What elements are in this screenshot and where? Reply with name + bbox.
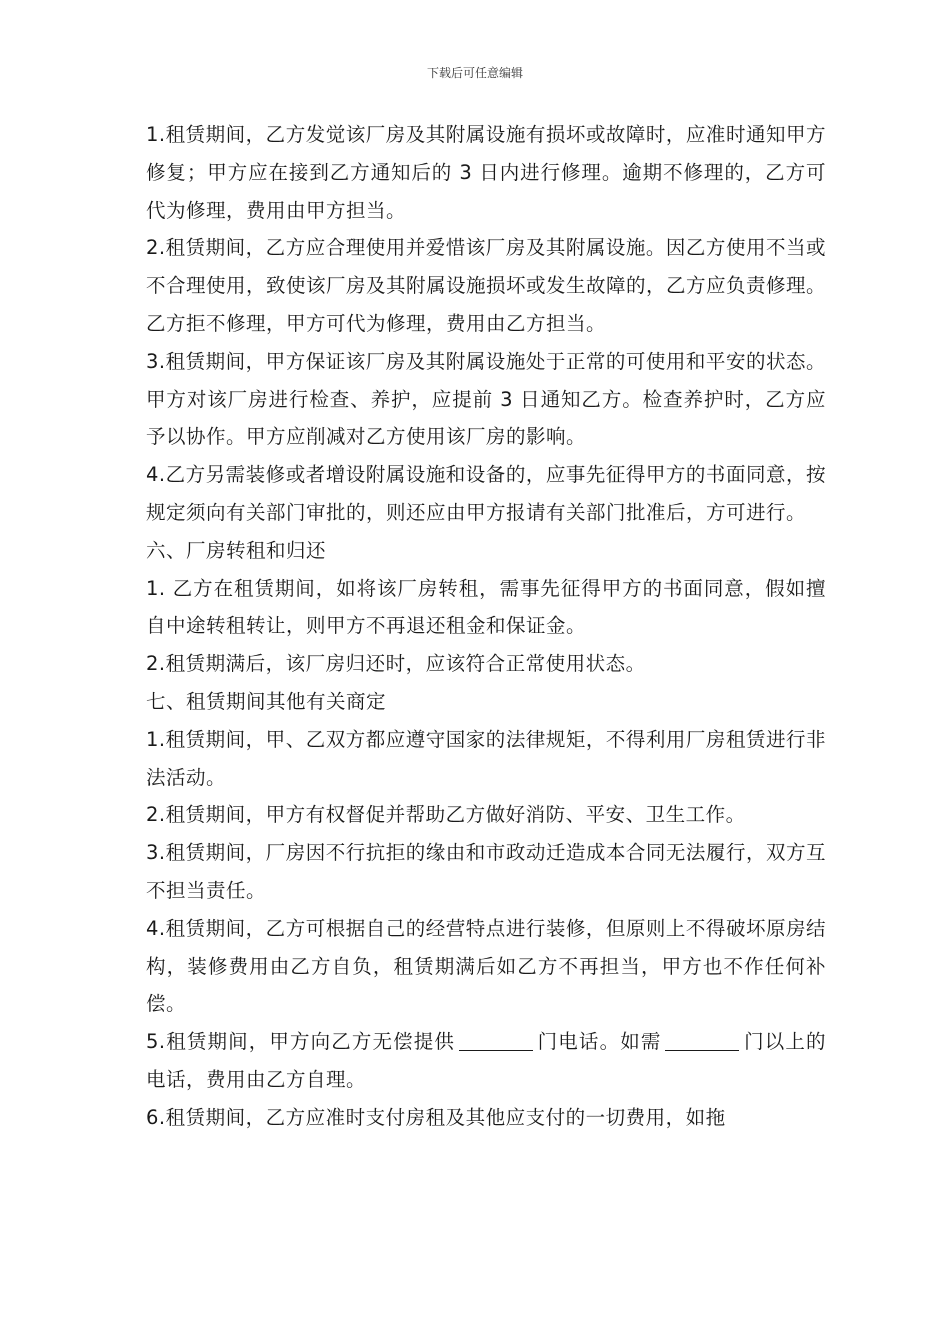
paragraph: 2.租赁期间，乙方应合理使用并爱惜该厂房及其附属设施。因乙方使用不当或不合理使用，致使该厂房及其附属设施损坏或发生故障的，乙方应负责修理。乙方拒不修理，甲方可代为修理，费用由乙方担当。 — [146, 236, 827, 335]
paragraph: 2.租赁期满后，该厂房归还时，应该符合正常使用状态。 — [146, 652, 646, 676]
page-header: 下载后可任意编辑 — [426, 66, 523, 80]
section-heading: 六、厂房转租和归还 — [146, 538, 327, 562]
paragraph: 4.租赁期间，乙方可根据自己的经营特点进行装修，但原则上不得破坏原房结构，装修费用由乙方自负，租赁期满后如乙方不再担当，甲方也不作任何补偿。 — [146, 916, 826, 1016]
fill-in-blank — [665, 1031, 739, 1052]
paragraph-text: 门电话。如需 — [537, 1030, 662, 1054]
paragraph: 1.租赁期间，乙方发觉该厂房及其附属设施有损坏或故障时，应准时通知甲方修复；甲方应在接到乙方通知后的 3 日内进行修理。逾期不修理的，乙方可代为修理，费用由甲方担当。 — [146, 123, 826, 222]
paragraph: 1. 乙方在租赁期间，如将该厂房转租，需事先征得甲方的书面同意，假如擅自中途转租转让，则甲方不再退还租金和保证金。 — [146, 576, 826, 638]
document-body — [146, 116, 826, 1137]
section-heading: 七、租赁期间其他有关商定 — [146, 689, 387, 713]
paragraph-text: 5.租赁期间，甲方向乙方无偿提供 — [146, 1030, 456, 1054]
paragraph: 3.租赁期间，甲方保证该厂房及其附属设施处于正常的可使用和平安的状态。甲方对该厂房进行检查、养护，应提前 3 日通知乙方。检查养护时，乙方应予以协作。甲方应削减对乙方使用该厂房的影响。 — [146, 349, 826, 449]
paragraph-phone — [146, 1023, 826, 1099]
paragraph: 4.乙方另需装修或者增设附属设施和设备的，应事先征得甲方的书面同意，按规定须向有关部门审批的，则还应由甲方报请有关部门批准后，方可进行。 — [146, 463, 826, 524]
paragraph: 6.租赁期间，乙方应准时支付房租及其他应支付的一切费用，如拖 — [146, 1105, 726, 1129]
paragraph-text: 门以上的电话，费用由乙方自理。 — [146, 1030, 826, 1091]
paragraph: 2.租赁期间，甲方有权督促并帮助乙方做好消防、平安、卫生工作。 — [146, 803, 746, 827]
paragraph: 1.租赁期间，甲、乙双方都应遵守国家的法律规矩，不得利用厂房租赁进行非法活动。 — [146, 727, 826, 789]
paragraph: 3.租赁期间，厂房因不行抗拒的缘由和市政动迁造成本合同无法履行，双方互不担当责任。 — [146, 841, 826, 902]
fill-in-blank — [459, 1031, 533, 1052]
